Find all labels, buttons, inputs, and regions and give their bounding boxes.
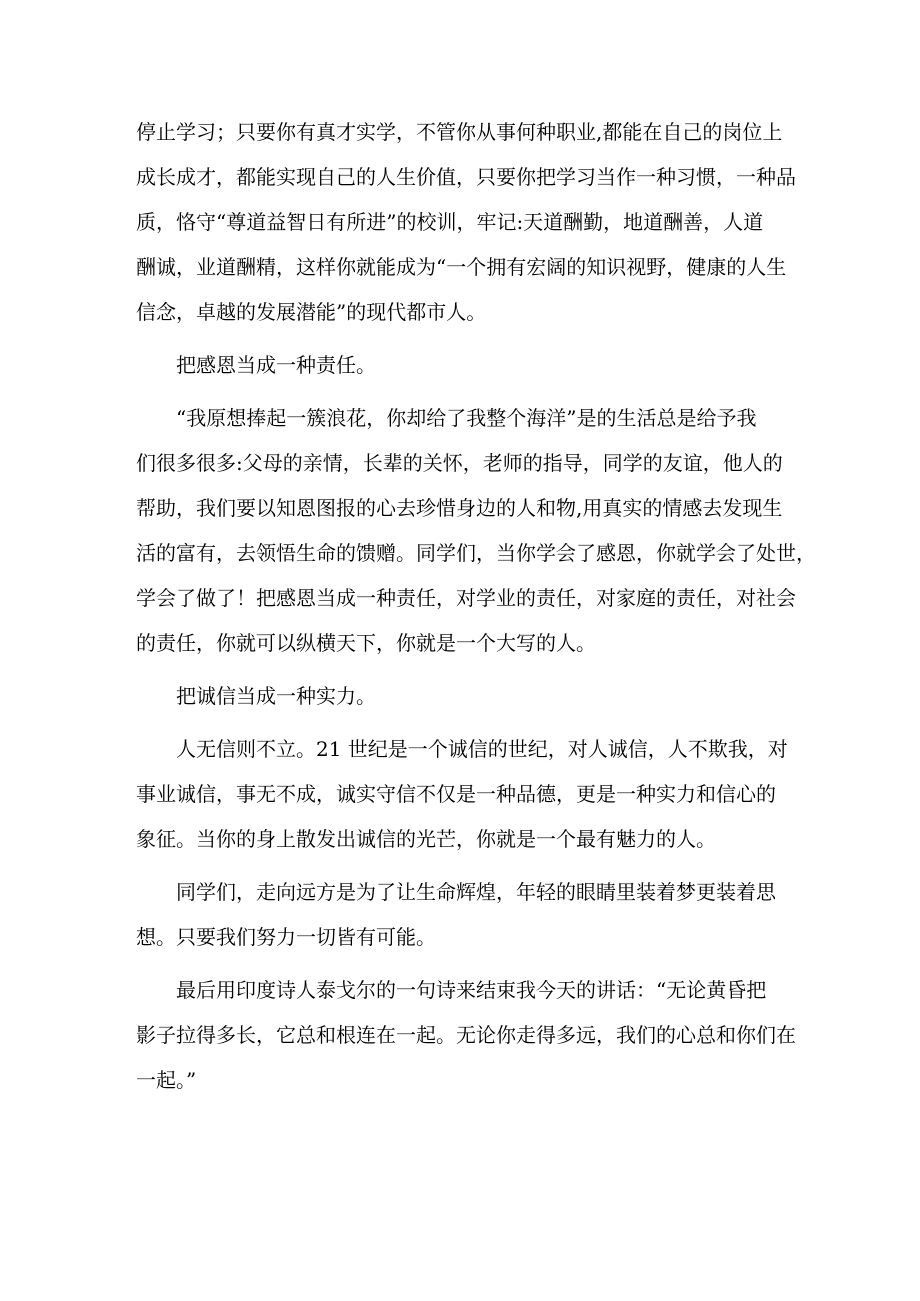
- heading-integrity: [136, 674, 788, 719]
- heading-gratitude: [136, 343, 788, 388]
- text-line: 同学们，走向远方是为了让生命辉煌，年轻的眼睛里装着梦更装着思: [176, 880, 776, 904]
- text-line: 们很多很多:父母的亲情，长辈的关怀，老师的指导，同学的友谊，他人的: [136, 451, 783, 475]
- paragraph-integrity: [136, 727, 788, 862]
- paragraph-closing: [136, 968, 796, 1103]
- text-line: “我原想捧起一簇浪花，你却给了我整个海洋”是的生活总是给予我: [176, 406, 757, 430]
- text-line: 信念，卓越的发展潜能”的现代都市人。: [136, 300, 487, 324]
- document-page: [136, 110, 816, 1103]
- paragraph-gratitude: [136, 396, 816, 666]
- text-line: 停止学习；只要你有真才实学，不管你从事何种职业,都能在自己的岗位上: [136, 120, 783, 144]
- text-line: 最后用印度诗人泰戈尔的一句诗来结束我今天的讲话：“无论黄昏把: [176, 978, 767, 1002]
- text-line: 学会了做了！把感恩当成一种责任，对学业的责任，对家庭的责任，对社会: [136, 586, 796, 610]
- section-heading: 把诚信当成一种实力。: [176, 684, 376, 708]
- text-line: 活的富有，去领悟生命的馈赠。同学们，当你学会了感恩，你就学会了处世，: [136, 541, 816, 565]
- text-line: 想。只要我们努力一切皆有可能。: [136, 925, 436, 949]
- text-line: 影子拉得多长，它总和根连在一起。无论你走得多远，我们的心总和你们在: [136, 1023, 796, 1047]
- text-line: 成长成才，都能实现自己的人生价值，只要你把学习当作一种习惯，一种品: [136, 165, 796, 189]
- text-line: 象征。当你的身上散发出诚信的光芒，你就是一个最有魅力的人。: [136, 827, 716, 851]
- text-line: 人无信则不立。21 世纪是一个诚信的世纪，对人诚信，人不欺我，对: [176, 737, 788, 761]
- text-line: 质，恪守“尊道益智日有所进”的校训，牢记:天道酬勤，地道酬善，人道: [136, 210, 764, 234]
- paragraph-study: [136, 110, 796, 335]
- section-heading: 把感恩当成一种责任。: [176, 353, 376, 377]
- text-line: 事业诚信，事无不成，诚实守信不仅是一种品德，更是一种实力和信心的: [136, 782, 776, 806]
- text-line: 酬诚，业道酬精，这样你就能成为“一个拥有宏阔的知识视野，健康的人生: [136, 255, 787, 279]
- text-line: 一起。”: [136, 1068, 197, 1092]
- text-line: 帮助，我们要以知恩图报的心去珍惜身边的人和物,用真实的情感去发现生: [136, 496, 783, 520]
- text-line: 的责任，你就可以纵横天下，你就是一个大写的人。: [136, 631, 596, 655]
- paragraph-students: [136, 870, 788, 960]
